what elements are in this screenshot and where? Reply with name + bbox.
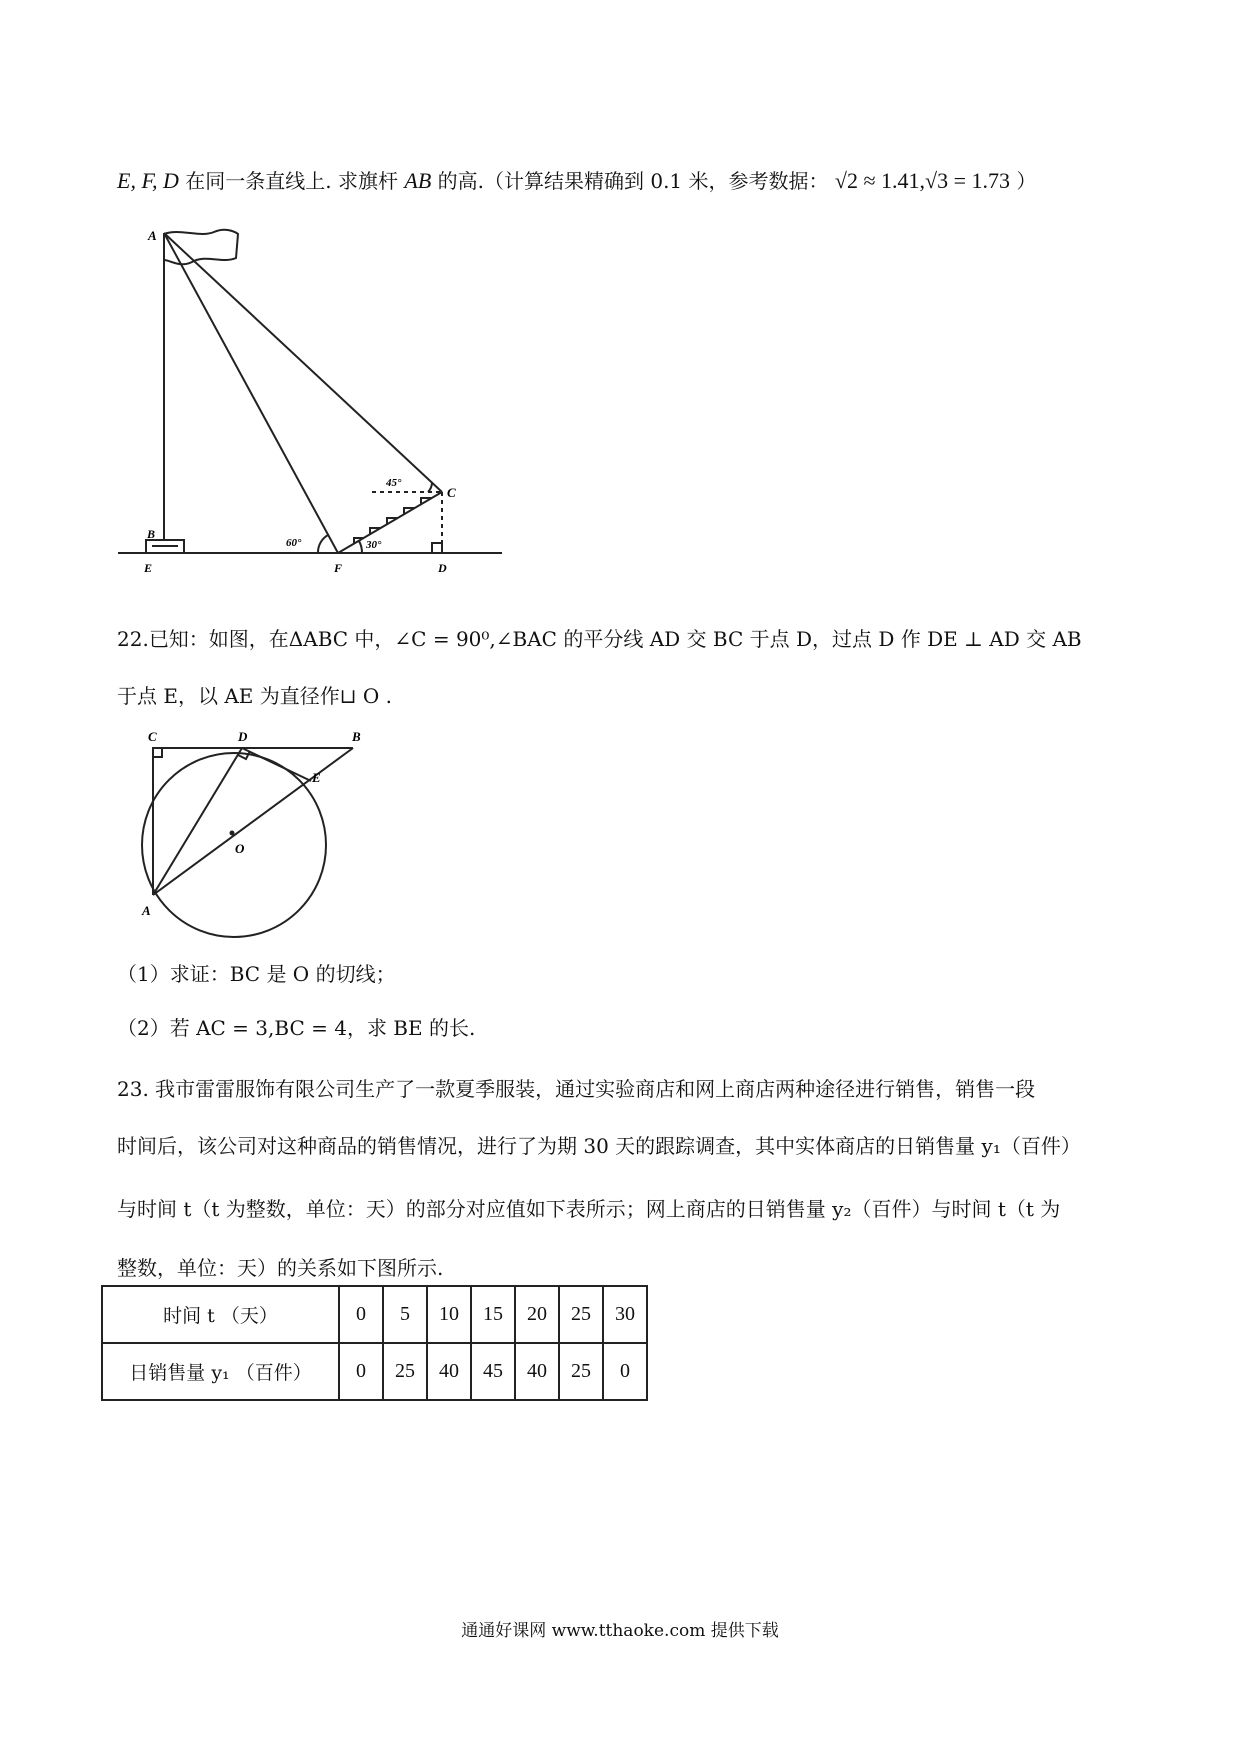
- circle-o: [142, 753, 326, 937]
- label-d: D: [438, 561, 447, 575]
- q22-line2: [117, 682, 392, 710]
- table-cell-y: 0: [339, 1343, 383, 1400]
- table-cell-t: 10: [427, 1286, 471, 1343]
- line-ac: [164, 233, 442, 492]
- q21-segment-ab: AB: [404, 168, 432, 193]
- table-cell-y: 40: [427, 1343, 471, 1400]
- q23-text-line4: 整数，单位：天）的关系如下图所示.: [117, 1256, 444, 1280]
- q21-tail-text2: 的高.（计算结果精确到 0.1 米，参考数据：: [437, 169, 829, 193]
- q21-ref-values: √2 ≈ 1.41,√3 = 1.73: [834, 168, 1011, 193]
- arc-30: [359, 541, 362, 553]
- table-cell-t: 5: [383, 1286, 427, 1343]
- line-ad: [153, 748, 242, 895]
- table-cell-y: 25: [559, 1343, 603, 1400]
- angle-45-label: 45°: [386, 477, 402, 489]
- arc-60: [318, 535, 328, 553]
- right-angle-c: [153, 748, 162, 757]
- q22-sub2: [117, 1014, 475, 1042]
- q23-line1: [117, 1075, 1035, 1103]
- q23-text-line3: 与时间 t（t 为整数，单位：天）的部分对应值如下表所示；网上商店的日销售量 y₂（百件）与时间 t（t 为: [117, 1197, 1061, 1221]
- center-dot: [230, 831, 235, 836]
- label-e: E: [144, 561, 153, 575]
- label-a2: A: [142, 903, 151, 918]
- q23-line4: [117, 1254, 443, 1282]
- q22-line1: [117, 625, 1082, 653]
- table-cell-t: 15: [471, 1286, 515, 1343]
- q22-number: 22.: [117, 627, 149, 651]
- table-cell-y: 25: [383, 1343, 427, 1400]
- q23-text-line1: 我市雷雷服饰有限公司生产了一款夏季服装，通过实验商店和网上商店两种途径进行销售，销售一段: [155, 1077, 1036, 1101]
- table-cell-y: 45: [471, 1343, 515, 1400]
- angle-60-label: 60°: [286, 537, 302, 549]
- table-cell-t: 30: [603, 1286, 647, 1343]
- page-footer: 通通好课网 www.tthaoke.com 提供下载: [461, 1621, 779, 1641]
- right-angle-d: [432, 543, 442, 553]
- q22-sub1-text: （1）求证：BC 是 O 的切线；: [117, 962, 396, 986]
- q23-text-line2: 时间后，该公司对这种商品的销售情况，进行了为期 30 天的跟踪调查，其中实体商店的日销售量 y₁（百件）: [117, 1134, 1081, 1158]
- q23-number: 23.: [117, 1077, 149, 1101]
- label-d2: D: [238, 729, 248, 744]
- table-cell-y: 0: [603, 1343, 647, 1400]
- q22-text-line2: 于点 E，以 AE 为直径作⊔ O .: [117, 684, 392, 708]
- q23-line2: [117, 1132, 1081, 1160]
- arc-45: [428, 482, 432, 492]
- table-header-time: 时间 t （天）: [102, 1286, 339, 1343]
- angle-30-label: 30°: [366, 539, 382, 551]
- label-c: C: [447, 485, 456, 500]
- q21-points-efd: E, F, D: [117, 168, 179, 193]
- label-e2: E: [312, 770, 321, 785]
- flag-shape: [164, 230, 238, 264]
- table-row-sales: [102, 1343, 647, 1400]
- q23-line3: [117, 1195, 1060, 1223]
- label-a: A: [148, 228, 157, 243]
- label-o2: O: [235, 841, 245, 856]
- sales-table: [101, 1285, 648, 1401]
- table-cell-t: 20: [515, 1286, 559, 1343]
- table-cell-y: 40: [515, 1343, 559, 1400]
- table-cell-t: 25: [559, 1286, 603, 1343]
- label-c2: C: [148, 729, 157, 744]
- table-row-time: [102, 1286, 647, 1343]
- label-b2: B: [352, 729, 361, 744]
- circle-figure: [128, 725, 368, 955]
- q21-tail-text: 在同一条直线上. 求旗杆: [185, 169, 399, 193]
- flagpole-figure: [110, 220, 510, 580]
- q22-sub1: [117, 960, 396, 988]
- q21-text-line: [117, 167, 1036, 195]
- table-header-sales: 日销售量 y₁ （百件）: [102, 1343, 339, 1400]
- table-cell-t: 0: [339, 1286, 383, 1343]
- line-de: [242, 748, 311, 781]
- q22-sub2-text: （2）若 AC = 3,BC = 4，求 BE 的长.: [117, 1016, 476, 1040]
- line-af: [164, 233, 338, 553]
- label-f: F: [334, 561, 343, 575]
- q21-close-paren: ）: [1016, 169, 1037, 193]
- q22-text-line1: 已知：如图，在ΔABC 中，∠C = 90⁰,∠BAC 的平分线 AD 交 BC 于点 D，过点 D 作 DE ⊥ AD 交 AB: [148, 627, 1082, 651]
- label-b: B: [147, 527, 156, 541]
